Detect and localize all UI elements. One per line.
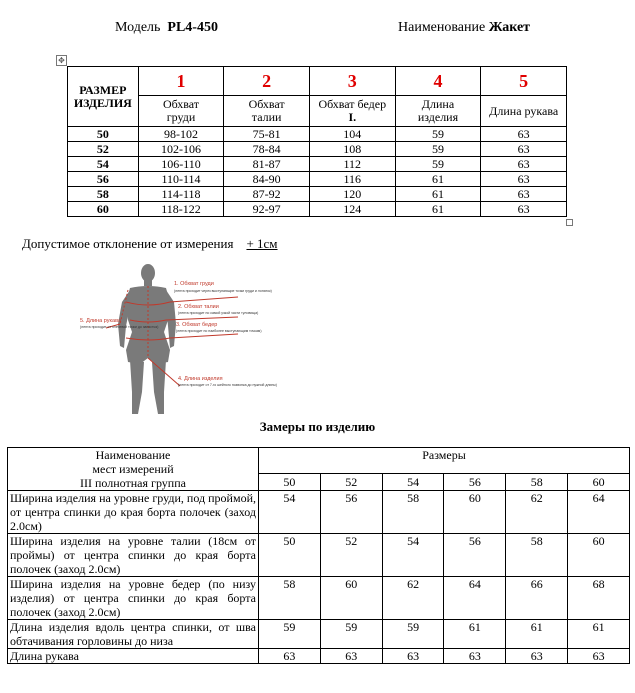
measurements-header-label: Наименование мест измерений III полнотная группа	[8, 448, 259, 491]
svg-text:1. Обхват груди: 1. Обхват груди	[174, 281, 214, 287]
column-header-hips: Обхват бедер I.	[309, 96, 395, 127]
column-number: 5	[481, 67, 567, 96]
measurements-title: Замеры по изделию	[259, 419, 376, 434]
size-header: 60	[568, 473, 630, 490]
column-number: 2	[224, 67, 310, 96]
column-header-sleeve: Длина рукава	[481, 96, 567, 127]
table-row: Ширина изделия на уровне бедер (по низу изделия) от центра спинки до края борта полочек (заход 2.0см) 58 60 62 64 66 68	[8, 577, 630, 620]
body-silhouette-icon	[78, 262, 277, 424]
measurement-figure	[78, 262, 277, 424]
svg-text:4. Длина изделия: 4. Длина изделия	[178, 376, 223, 382]
size-header: 52	[320, 473, 382, 490]
svg-text:(лента проходит от плечевой то: (лента проходит от плечевой точки до запястья)	[80, 325, 159, 329]
tolerance-note: Допустимое отклонение от измерения + 1см	[22, 236, 278, 251]
model-line	[115, 20, 218, 36]
column-number: 1	[138, 67, 224, 96]
table-move-handle-icon[interactable]: ✥	[56, 55, 67, 66]
table-row: 52 102-106 78-84 108 59 63	[68, 142, 567, 157]
column-number: 3	[309, 67, 395, 96]
table-row: Длина рукава 63 63 63 63 63 63	[8, 649, 630, 664]
size-header: 56	[444, 473, 506, 490]
svg-text:(лента проходит по самой узкой: (лента проходит по самой узкой части туловища)	[178, 311, 259, 315]
table-row: Длина изделия вдоль центра спинки, от шва обтачивания горловины до низа 59 59 59 61 61 61	[8, 620, 630, 649]
measurements-table	[7, 447, 630, 664]
table-resize-handle[interactable]	[566, 219, 573, 226]
name-line	[398, 20, 530, 36]
name-value: Жакет	[488, 20, 531, 35]
corner-header: РАЗМЕР ИЗДЕЛИЯ	[68, 67, 139, 127]
svg-text:3. Обхват бедер: 3. Обхват бедер	[176, 322, 218, 328]
svg-text:(лента проходит через выступаю: (лента проходит через выступающие точки груди и лопаток)	[174, 289, 272, 293]
size-header: 58	[506, 473, 568, 490]
size-table	[67, 66, 567, 217]
column-header-length: Длина изделия	[395, 96, 481, 127]
model-value: PL4-450	[167, 20, 218, 35]
svg-text:(лента проходит от 7-го шейног: (лента проходит от 7-го шейного позвонка до нужной длины)	[178, 383, 277, 387]
model-label: Модель	[115, 20, 161, 35]
column-header-chest: Обхват груди	[138, 96, 224, 127]
sizes-header: Размеры	[259, 448, 630, 474]
size-header: 54	[382, 473, 444, 490]
name-label: Наименование	[398, 20, 486, 35]
svg-text:5. Длина рукава: 5. Длина рукава	[80, 318, 121, 324]
svg-text:2. Обхват талии: 2. Обхват талии	[178, 304, 219, 310]
svg-text:(лента проходит по наиболее вы: (лента проходит по наиболее выступающим точкам)	[176, 329, 262, 333]
size-header: 50	[259, 473, 321, 490]
column-header-waist: Обхват талии	[224, 96, 310, 127]
table-row: 54 106-110 81-87 112 59 63	[68, 157, 567, 172]
table-row: Ширина изделия на уровне груди, под проймой, от центра спинки до края борта полочек (заход 2.0см) 54 56 58 60 62 64	[8, 491, 630, 534]
table-row: 56 110-114 84-90 116 61 63	[68, 172, 567, 187]
table-row: 60 118-122 92-97 124 61 63	[68, 202, 567, 217]
column-number: 4	[395, 67, 481, 96]
table-row: 58 114-118 87-92 120 61 63	[68, 187, 567, 202]
table-row: 50 98-102 75-81 104 59 63	[68, 127, 567, 142]
table-row: Ширина изделия на уровне талии (18см от проймы) от центра спинки до края борта полочек (заход 2.0см) 50 52 54 56 58 60	[8, 534, 630, 577]
